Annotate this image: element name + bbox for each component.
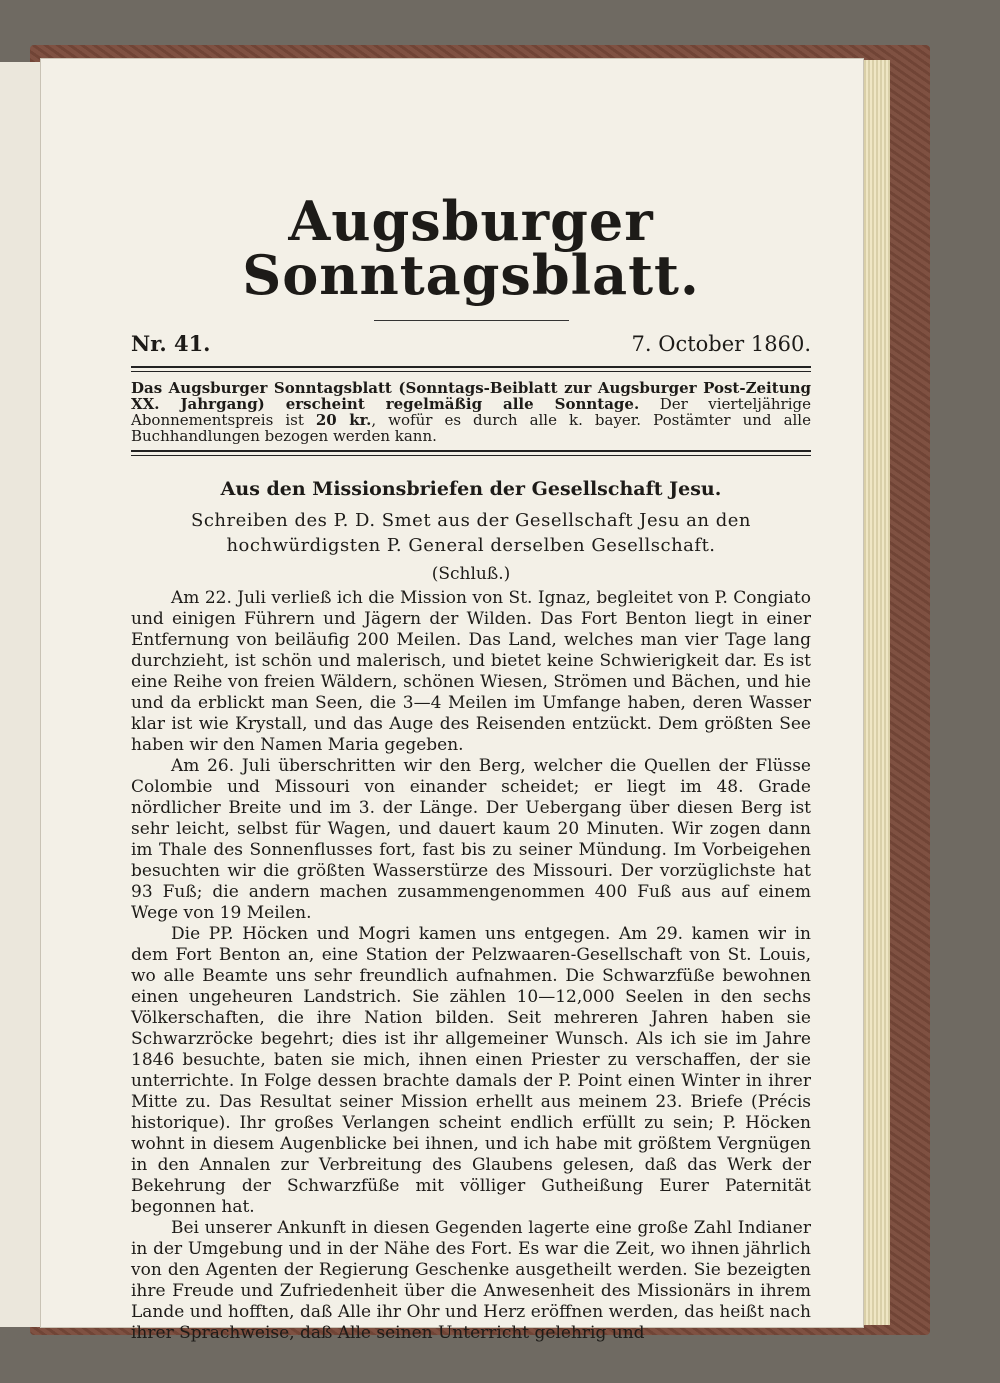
article-paragraph: Die PP. Höcken und Mogri kamen uns entgegen. Am 29. kamen wir in dem Fort Benton an, eine Station der Pelzwaaren-Gesellschaft von St. Louis, wo alle Beamte uns sehr freundlich aufnahmen. Die Schwarzfüße bewohnen einen ungeheuren Landstrich. Sie zählen 10—12,000 Seelen in den sechs Völkerschaften, die ihre Nation bilden. Seit mehreren Jahren haben sie Schwarzröcke begehrt; dies ist ihr allgemeiner Wunsch. Als ich sie im Jahre 1846 besuchte, baten sie mich, ihnen einen Priester zu verschaffen, der sie unterrichte. In Folge dessen brachte damals der P. Point einen Winter in ihrer Mitte zu. Das Resultat seiner Mission erhellt aus meinem 23. Briefe (Précis historique). Ihr großes Verlangen scheint endlich erfüllt zu sein; P. Höcken wohnt in diesem Augenblicke bei ihnen, und ich habe mit größtem Vergnügen in den Annalen zur Verbreitung des Glaubens gelesen, daß das Werk der Bekehrung der Schwarzfüße mit völliger Gutheißung Eurer Paternität begonnen hat. [131,924,811,1217]
info-price: 20 kr. [315,411,372,429]
info-rule [131,450,811,456]
masthead-rule [374,320,569,321]
info-rest2: , wofür es durch alle k. bayer. Postämter und alle Buchhandlungen bezogen werden kann. [131,411,811,445]
article-paragraph: Am 22. Juli verließ ich die Mission von St. Ignaz, begleitet von P. Congiato und einigen Führern und Jägern der Wilden. Das Fort Benton liegt in einer Entfernung von beiläufig 200 Meilen. Das Land, welches man vier Tage lang durchzieht, ist schön und malerisch, und bietet keine Schwierigkeit dar. Es ist eine Reihe von freien Wäldern, schönen Wiesen, Strömen und Bächen, und hie und da erblickt man Seen, die 3—4 Meilen im Umfange haben, deren Wasser klar ist wie Krystall, und das Auge des Reisenden entzückt. Dem größten See haben wir den Namen Maria gegeben. [131,588,811,755]
article-subtitle: Schreiben des P. D. Smet aus der Gesellschaft Jesu an den hochwürdigsten P. General derselben Gesellschaft. [190,510,751,556]
subscription-info [131,380,811,444]
article-title: Aus den Missionsbriefen der Gesellschaft Jesu. [220,478,722,500]
article-conclusion-note: (Schluß.) [431,564,511,584]
issue-date: 7. October 1860. [631,332,811,356]
info-rest1: Der vierteljährige Abonnementspreis ist [131,395,811,429]
left-page-edge [0,62,43,1327]
article-paragraph: Bei unserer Ankunft in diesen Gegenden lagerte eine große Zahl Indianer in der Umgebung und in der Nähe des Fort. Es war die Zeit, wo ihnen jährlich von den Agenten der Regierung Geschenke ausgetheilt werden. Sie bezeigten ihre Freude und Zufriedenheit über die Anwesenheit des Missionärs in ihrem Lande und hofften, daß Alle ihr Ohr und Herz eröffnen werden, das heißt nach ihrer Sprachweise, daß Alle seinen Unterricht gelehrig und [131,1218,811,1343]
issue-row [131,331,811,356]
top-rule [131,366,811,372]
info-lead: Das Augsburger Sonntagsblatt (Sonntags-Beiblatt zur Augsburger Post-Zeitung XX. Jahrgang) erscheint regelmäßig alle Sonntage. [131,379,811,413]
newspaper-page [40,58,864,1343]
issue-number: Nr. 41. [131,331,211,356]
page-content [131,189,811,1344]
masthead-title: Augsburger Sonntagsblatt. [242,189,700,307]
article-paragraph: Am 26. Juli überschritten wir den Berg, welcher die Quellen der Flüsse Colombie und Missouri von einander scheidet; er liegt im 48. Grade nördlicher Breite und im 3. der Länge. Der Uebergang über diesen Berg ist sehr leicht, selbst für Wagen, und dauert kaum 20 Minuten. Wir zogen dann im Thale des Sonnenflusses fort, fast bis zu seiner Mündung. Im Vorbeigehen besuchten wir die größten Wasserstürze des Missouri. Der vorzüglichste hat 93 Fuß; die andern machen zusammengenommen 400 Fuß aus auf einem Wege von 19 Meilen. [131,756,811,923]
